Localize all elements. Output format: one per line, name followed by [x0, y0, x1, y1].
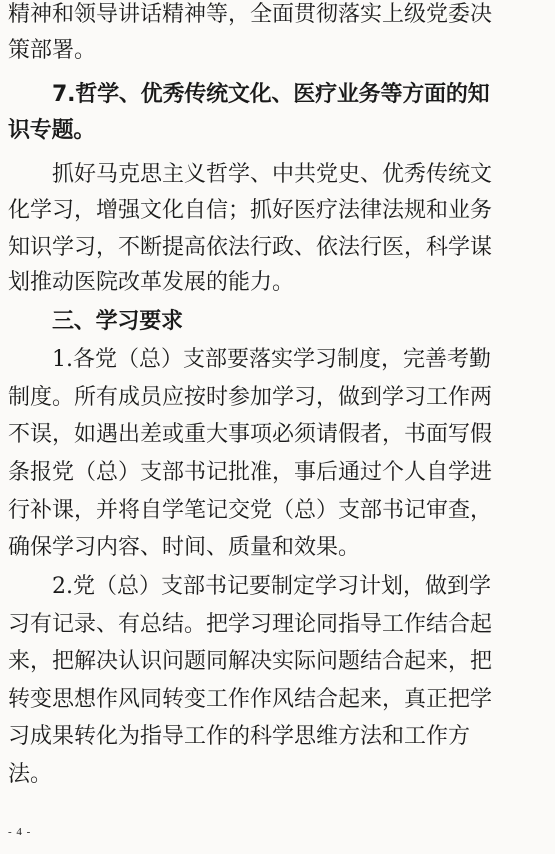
body-text-line: 行补课，并将自学笔记交党（总）支部书记审查， [8, 498, 493, 523]
body-text-line: 制度。所有成员应按时参加学习，做到学习工作两 [8, 385, 493, 410]
body-text-line: 化学习，增强文化自信；抓好医疗法律法规和业务 [8, 198, 493, 223]
body-text-line: 抓好马克思主义哲学、中共党史、优秀传统文 [52, 162, 493, 187]
body-text-line: 2.党（总）支部书记要制定学习计划，做到学 [52, 574, 491, 599]
body-text-line: 习有记录、有总结。把学习理论同指导工作结合起 [8, 612, 493, 637]
body-text-line: 划推动医院改革发展的能力。 [8, 270, 295, 295]
body-text-line: 策部署。 [8, 38, 97, 63]
body-text-line: 确保学习内容、时间、质量和效果。 [8, 535, 361, 560]
page-number: - 4 - [8, 826, 32, 838]
body-text-line: 1.各党（总）支部要落实学习制度，完善考勤 [52, 347, 491, 372]
body-text-line: 知识学习，不断提高依法行政、依法行医，科学谋 [8, 235, 493, 260]
body-text-line: 不误，如遇出差或重大事项必须请假者，书面写假 [8, 422, 493, 447]
section-heading: 三、学习要求 [52, 309, 183, 334]
section-heading: 识专题。 [8, 118, 96, 143]
body-text-line: 来，把解决认识问题同解决实际问题结合起来，把 [8, 649, 493, 674]
section-heading: 7.哲学、优秀传统文化、医疗业务等方面的知 [52, 82, 490, 107]
body-text-line: 转变思想作风同转变工作作风结合起来，真正把学 [8, 687, 493, 712]
body-text-line: 条报党（总）支部书记批准，事后通过个人自学进 [8, 460, 493, 485]
body-text-line: 习成果转化为指导工作的科学思维方法和工作方 [8, 724, 471, 749]
body-text-line: 精神和领导讲话精神等，全面贯彻落实上级党委决 [8, 2, 493, 27]
body-text-line: 法。 [8, 762, 53, 787]
